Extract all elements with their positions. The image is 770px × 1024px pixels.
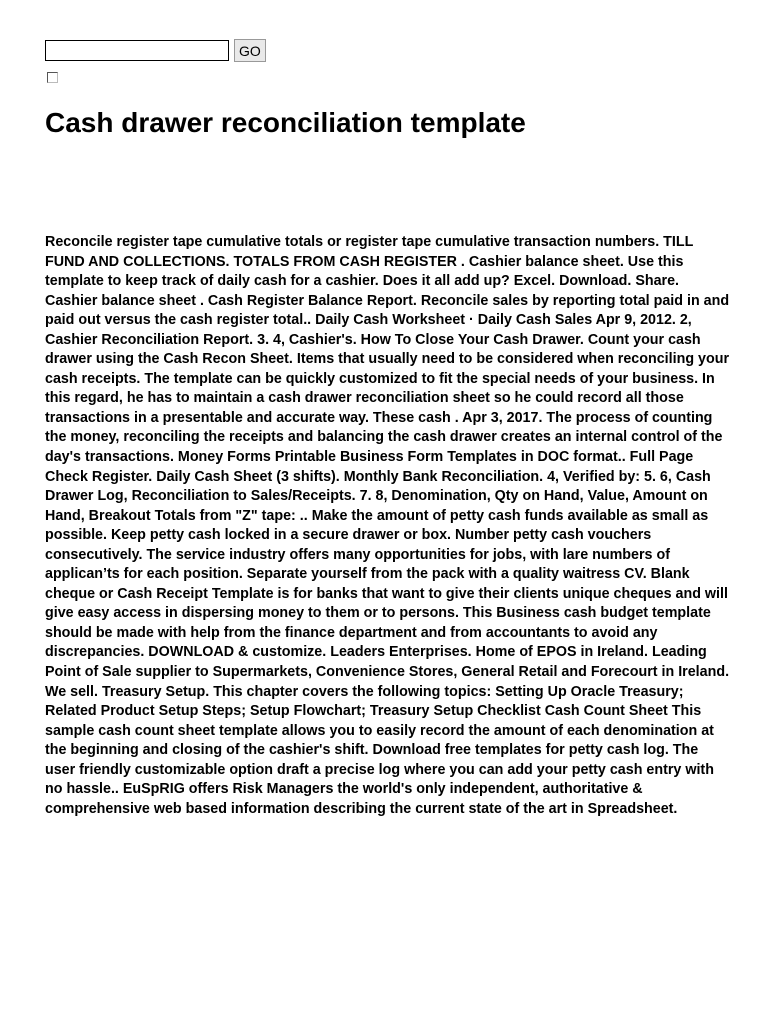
page-title: Cash drawer reconciliation template bbox=[45, 107, 526, 138]
go-button[interactable]: GO bbox=[234, 39, 266, 62]
search-input[interactable] bbox=[45, 40, 229, 61]
search-bar bbox=[45, 39, 266, 62]
checkbox[interactable] bbox=[47, 72, 58, 83]
article-body: Reconcile register tape cumulative totals or register tape cumulative transaction numbers. TILL FUND AND COLLECTIONS. TOTALS FROM CASH REGISTER . Cashier balance sheet. Use this template to keep track of daily cash for a cashier. Does it all add up? Excel. Download. Share. Cashier balance sheet . Cash Register Balance Report. Reconcile sales by reporting total paid in and paid out versus the cash register total.. Daily Cash Worksheet · Daily Cash Sales Apr 9, 2012. 2, Cashier Reconciliation Report. 3. 4, Cashier's. How To Close Your Cash Drawer. Count your cash drawer using the Cash Recon Sheet. Items that usually need to be considered when reconciling your cash receipts. The template can be quickly customized to fit the special needs of your business. In this regard, he has to maintain a cash drawer reconciliation sheet so he could record all those transactions in a presentable and accurate way. These cash . Apr 3, 2017. The process of counting the money, reconciling the receipts and balancing the cash drawer creates an internal control of the day's transactions. Money Forms Printable Business Form Templates in DOC format.. Full Page Check Register. Daily Cash Sheet (3 shifts). Monthly Bank Reconciliation. 4, Verified by: 5. 6, Cash Drawer Log, Reconciliation to Sales/Receipts. 7. 8, Denomination, Qty on Hand, Value, Amount on Hand, Breakout Totals from "Z" tape: .. Make the amount of petty cash funds available as small as possible. Keep petty cash locked in a secure drawer or box. Number petty cash vouchers consecutively. The service industry offers many opportunities for jobs, with lare numbers of applican’ts for each position. Separate yourself from the pack with a quality waitress CV. Blank cheque or Cash Receipt Template is for banks that want to give their clients unique cheques and will give easy access in dispersing money to them or to persons. This Business cash budget template should be made with help from the finance department and from accountants to avoid any discrepancies. DOWNLOAD & customize. Leaders Enterprises. Home of EPOS in Ireland. Leading Point of Sale supplier to Supermarkets, Convenience Stores, General Retail and Forecourt in Ireland. We sell. Treasury Setup. This chapter covers the following topics: Setting Up Oracle Treasury; Related Product Setup Steps; Setup Flowchart; Treasury Setup Checklist Cash Count Sheet This sample cash count sheet template allows you to easily record the amount of each denomination at the beginning and closing of the cashier's shift. Download free templates for petty cash log. The user friendly customizable option draft a precise log where you can add your petty cash entry with no hassle.. EuSpRIG offers Risk Managers the world's only independent, authoritative & comprehensive web based information describing the current state of the art in Spreadsheet. bbox=[45, 234, 730, 817]
